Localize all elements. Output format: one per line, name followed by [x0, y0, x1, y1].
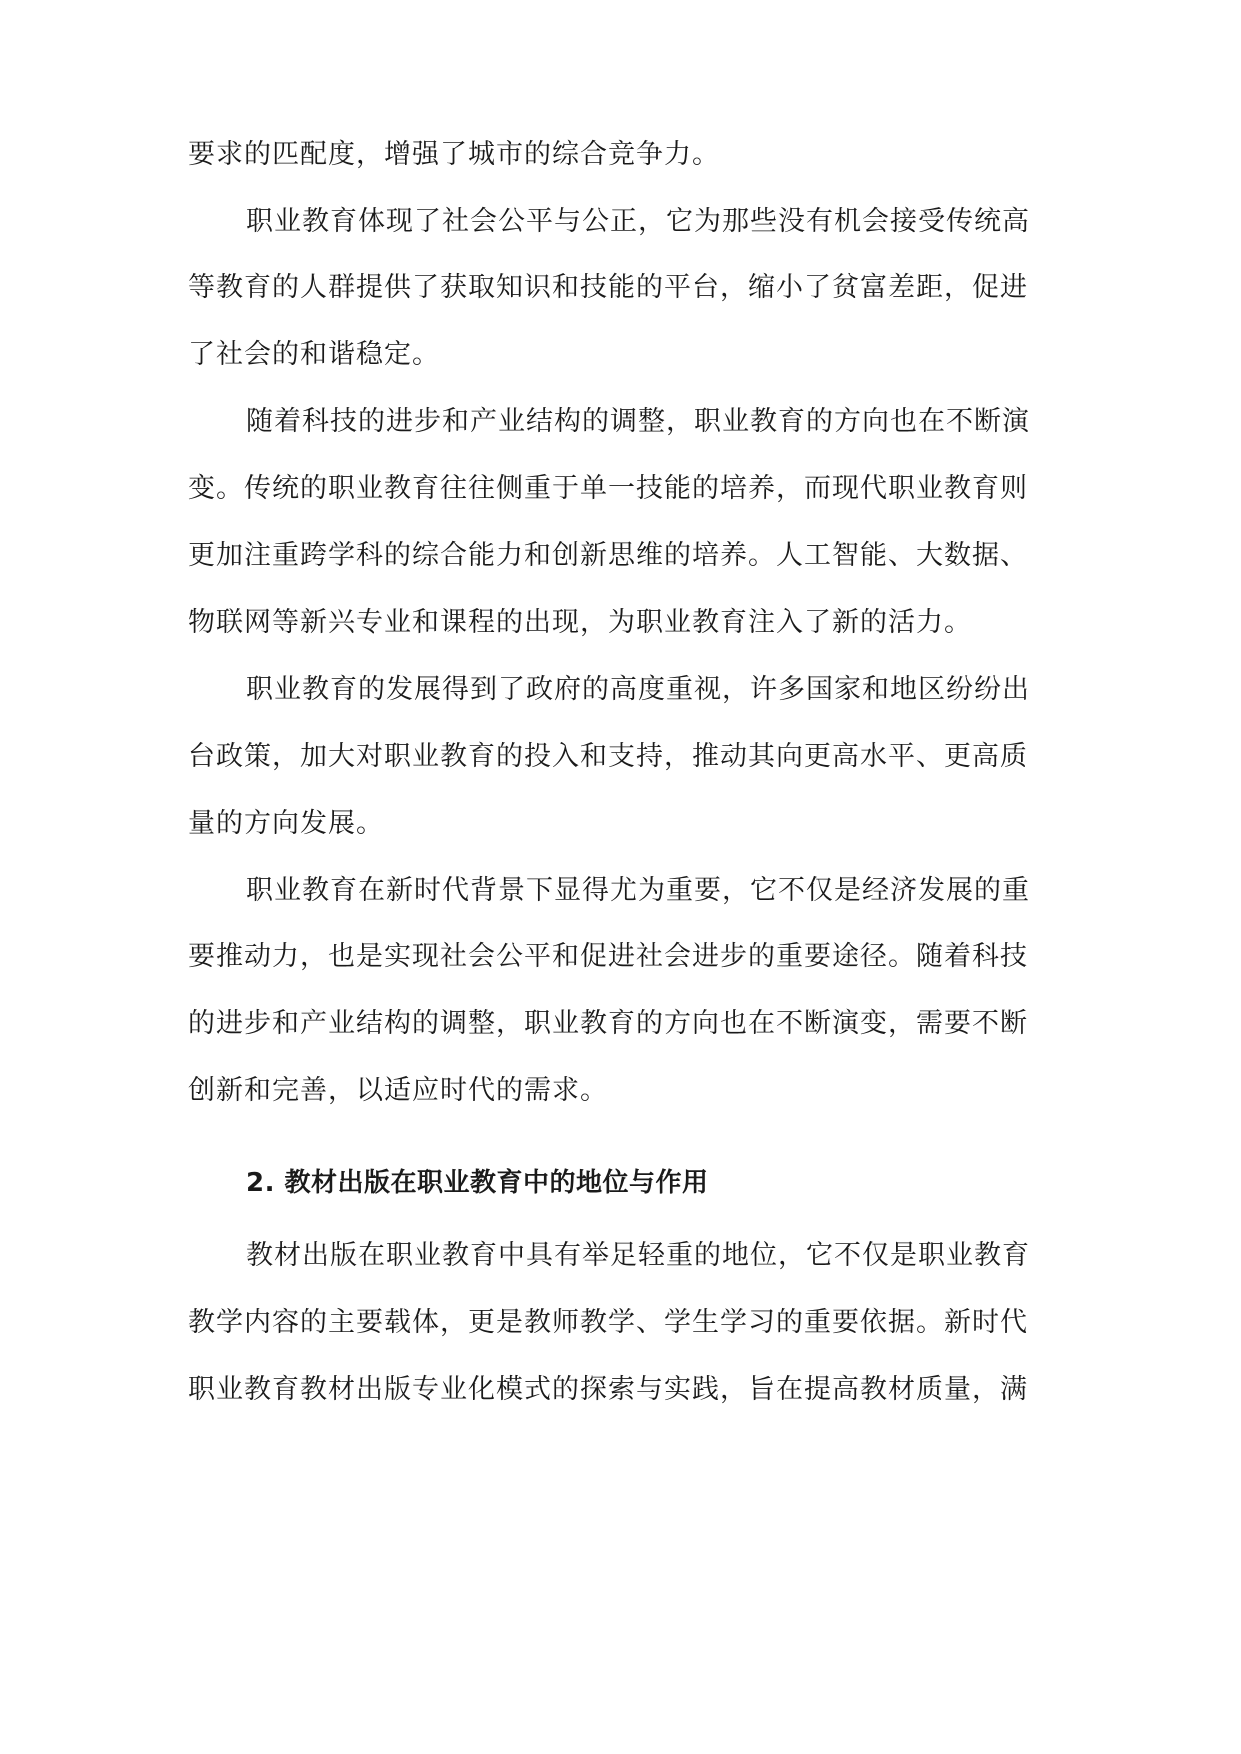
- text-line: 的进步和产业结构的调整，职业教育的方向也在不断演变，需要不断: [188, 1008, 1028, 1039]
- text-line: 更加注重跨学科的综合能力和创新思维的培养。人工智能、大数据、: [188, 540, 1028, 571]
- text-line: 随着科技的进步和产业结构的调整，职业教育的方向也在不断演: [246, 406, 1030, 437]
- text-line: 职业教育的发展得到了政府的高度重视，许多国家和地区纷纷出: [246, 674, 1030, 705]
- text-line: 物联网等新兴专业和课程的出现，为职业教育注入了新的活力。: [188, 607, 972, 638]
- text-line: 职业教育教材出版专业化模式的探索与实践，旨在提高教材质量，满: [188, 1374, 1028, 1405]
- text-line: 变。传统的职业教育往往侧重于单一技能的培养，而现代职业教育则: [188, 473, 1028, 504]
- text-line: 职业教育在新时代背景下显得尤为重要，它不仅是经济发展的重: [246, 875, 1030, 906]
- text-line: 台政策，加大对职业教育的投入和支持，推动其向更高水平、更高质: [188, 741, 1028, 772]
- text-line: 要求的匹配度，增强了城市的综合竞争力。: [188, 139, 720, 170]
- text-line: 教学内容的主要载体，更是教师教学、学生学习的重要依据。新时代: [188, 1307, 1028, 1338]
- text-line: 等教育的人群提供了获取知识和技能的平台，缩小了贫富差距，促进: [188, 272, 1028, 303]
- section-heading: 2. 教材出版在职业教育中的地位与作用: [246, 1168, 709, 1198]
- text-line: 量的方向发展。: [188, 808, 384, 839]
- text-line: 教材出版在职业教育中具有举足轻重的地位，它不仅是职业教育: [246, 1240, 1030, 1271]
- text-line: 了社会的和谐稳定。: [188, 339, 440, 370]
- text-line: 创新和完善，以适应时代的需求。: [188, 1075, 608, 1106]
- text-line: 职业教育体现了社会公平与公正，它为那些没有机会接受传统高: [246, 206, 1030, 237]
- text-line: 要推动力，也是实现社会公平和促进社会进步的重要途径。随着科技: [188, 941, 1028, 972]
